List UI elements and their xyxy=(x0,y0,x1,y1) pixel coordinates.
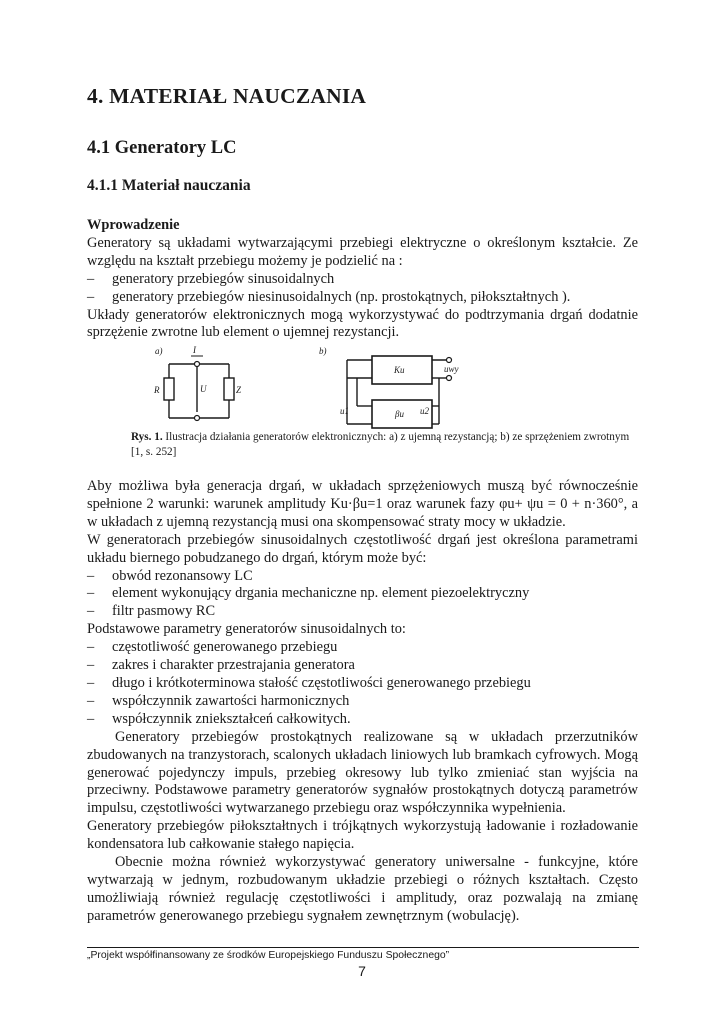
subsection-heading: 4.1.1 Materiał nauczania xyxy=(87,177,251,194)
intro-block xyxy=(87,217,638,342)
chapter-heading: 4. MATERIAŁ NAUCZANIA xyxy=(87,84,367,108)
list-item: – częstotliwość generowanego przebiegu xyxy=(87,639,338,656)
caption-text: Ilustracja działania generatorów elektronicznych: a) z ujemną rezystancją; b) ze sprzężeniem zwrotnym [1, s. 252] xyxy=(131,431,630,458)
list-item: – element wykonujący drgania mechaniczne np. element piezoelektryczny xyxy=(87,585,530,602)
resistor-label: R xyxy=(154,385,160,395)
caption-label: Rys. 1. xyxy=(131,431,163,443)
section-heading: 4.1 Generatory LC xyxy=(87,138,237,158)
resistor-r xyxy=(164,378,174,400)
figure-caption xyxy=(131,430,631,459)
page-number: 7 xyxy=(358,963,366,979)
output-voltage-label: uwy xyxy=(444,364,459,374)
feedback-voltage-label: u2 xyxy=(420,406,429,416)
footer-divider xyxy=(87,947,639,948)
sinusoidal-paragraph: W generatorach przebiegów sinusoidalnych częstotliwość drgań jest określona parametrami układu biernego pobudzanego do drgań, którym może być: xyxy=(87,531,638,566)
current-label: I xyxy=(193,345,196,355)
list-item: – obwód rezonansowy LC xyxy=(87,567,253,584)
panel-a-label: a) xyxy=(155,346,163,356)
main-block xyxy=(87,478,638,926)
rectangular-paragraph: Generatory przebiegów prostokątnych realizowane są w układach przerzutników zbudowanych na tranzystorach, scalonych układach liniowych lub bramkach cyfrowych. Mogą generować pojedynczy impuls, przebieg okresowy lub tylko zmieniać stan wyjścia na przeciwny. Podstawowe parametry generatorów sygnałów prostokątnych dotyczą parametrów impulsu, częstotliwości wytwarzanego przebiegu oraz współczynnika wypełnienia. xyxy=(87,728,638,817)
list-item: – filtr pasmowy RC xyxy=(87,603,216,620)
parameters-intro: Podstawowe parametry generatorów sinusoidalnych to: xyxy=(87,621,406,638)
intro-subheading: Wprowadzenie xyxy=(87,217,180,233)
resonant-elements-list xyxy=(87,568,638,622)
list-item: – współczynnik zawartości harmonicznych xyxy=(87,692,350,709)
panel-b-label: b) xyxy=(319,346,327,356)
list-item: – długo i krótkoterminowa stałość częstotliwości generowanego przebiegu xyxy=(87,674,531,691)
circuit-figure xyxy=(154,342,462,430)
generator-types-list xyxy=(87,271,638,307)
intro-paragraph-1: Generatory są układami wytwarzającymi przebiegi elektryczne o określonym kształcie. Ze względu na kształt przebiegu możemy je podzielić na : xyxy=(87,234,638,269)
list-item: – generatory przebiegów sinusoidalnych xyxy=(87,270,335,287)
intro-paragraph-2: Układy generatorów elektronicznych mogą wykorzystywać do podtrzymania drgań dodatnie sprzężenie zwrotne lub element o ujemnej rezystancji. xyxy=(87,306,638,341)
amplifier-label: Ku xyxy=(394,365,405,375)
conditions-paragraph: Aby możliwa była generacja drgań, w układach sprzężeniowych muszą być równocześnie spełnione 2 warunki: warunek amplitudy Ku·βu=1 oraz warunek fazy φu+ ψu = 0 + n·360°, a w układach z ujemną rezystancją musi ona skompensować straty mocy w układzie. xyxy=(87,478,638,530)
voltage-label: U xyxy=(200,384,207,394)
impedance-label: Z xyxy=(236,385,242,395)
footer-text: „Projekt współfinansowany ze środków Europejskiego Funduszu Społecznego” xyxy=(87,950,450,961)
input-voltage-label: u1 xyxy=(340,406,349,416)
list-item: – współczynnik zniekształceń całkowitych. xyxy=(87,710,351,727)
universal-paragraph: Obecnie można również wykorzystywać generatory uniwersalne - funkcyjne, które wytwarzają w jednym, rozbudowanym układzie przebiegi o różnych kształtach. Często umożliwiają również regulację częstotliwości i amplitudy, oraz pozwalają na zmianę parametrów generowanego przebiegu sygnałem zewnętrznym (wobulację). xyxy=(87,854,638,924)
parameters-list xyxy=(87,639,638,729)
feedback-label: βu xyxy=(395,409,404,419)
list-item: – generatory przebiegów niesinusoidalnych (np. prostokątnych, piłokształtnych ). xyxy=(87,288,571,305)
impedance-z xyxy=(224,378,234,400)
list-item: – zakres i charakter przestrajania generatora xyxy=(87,657,355,674)
sawtooth-paragraph: Generatory przebiegów piłokształtnych i trójkątnych wykorzystują ładowanie i rozładowanie kondensatora lub całkowanie stałego napięcia. xyxy=(87,818,638,853)
